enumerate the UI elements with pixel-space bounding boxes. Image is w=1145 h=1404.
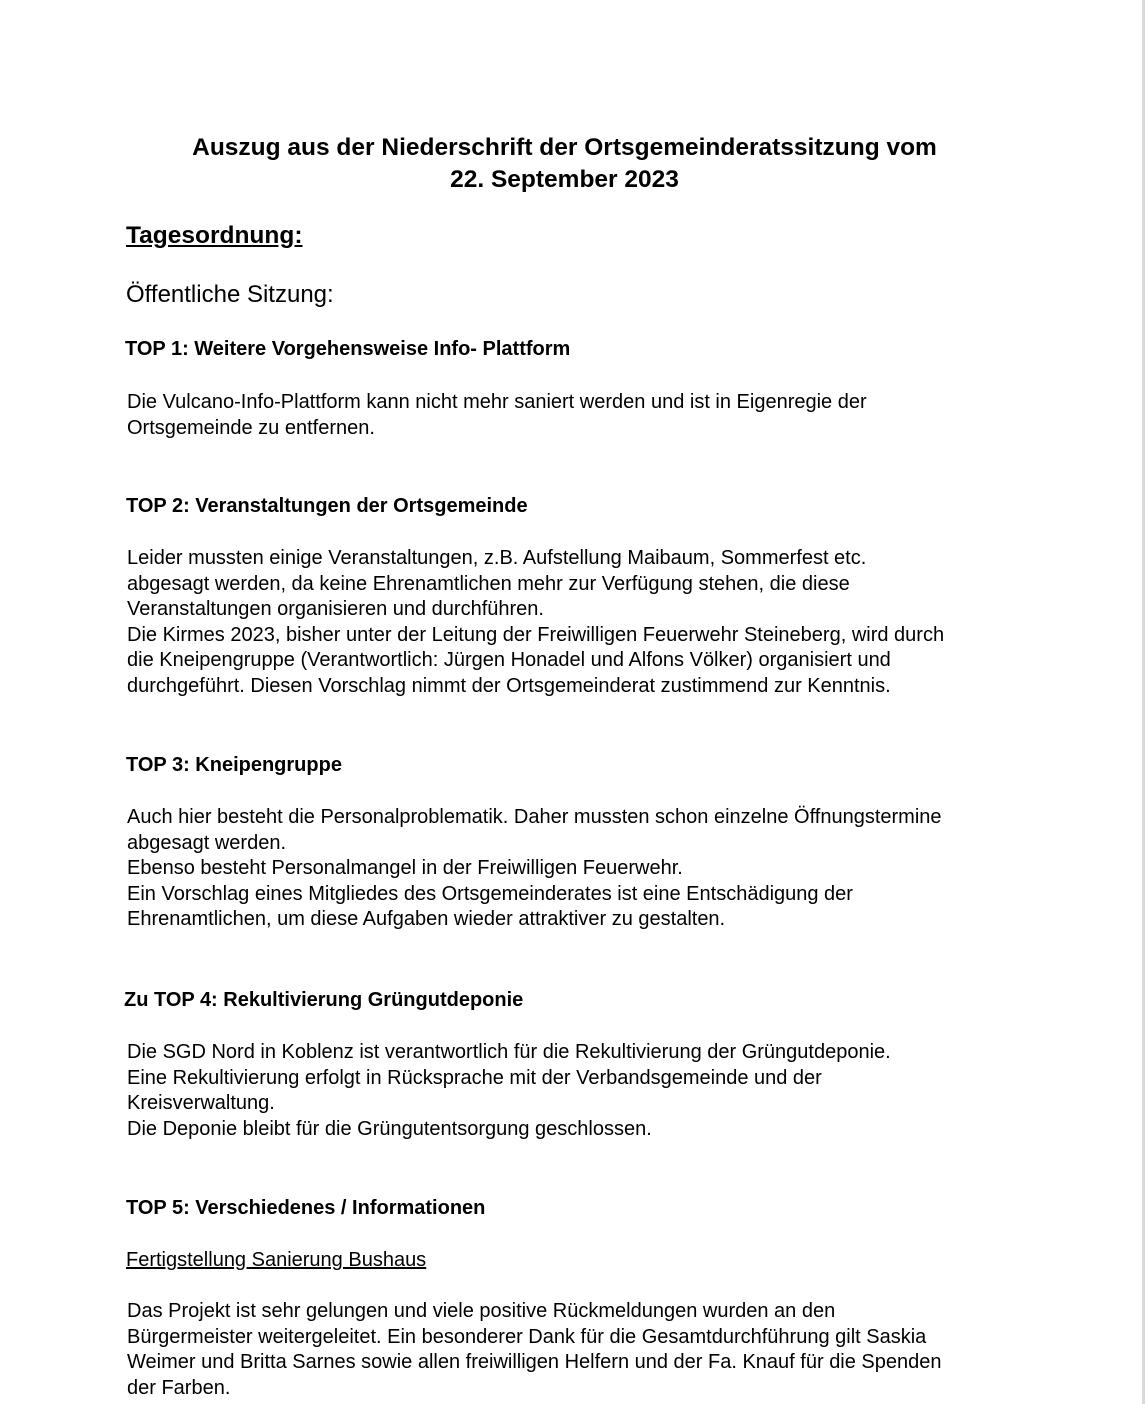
body-line: Die Kirmes 2023, bisher unter der Leitung der Freiwilligen Feuerwehr Steineberg, wird durch xyxy=(127,623,945,646)
body-line: der Farben. xyxy=(127,1376,231,1399)
section-body-top4 xyxy=(127,1040,1027,1142)
body-line: Auch hier besteht die Personalproblematik. Daher mussten schon einzelne Öffnungstermine xyxy=(127,806,942,828)
title-line: 22. September 2023 xyxy=(450,166,679,193)
body-line: Bürgermeister weitergeleitet. Ein besonderer Dank für die Gesamtdurchführung gilt Saskia xyxy=(127,1325,927,1348)
body-line: Ein Vorschlag eines Mitgliedes des Ortsgemeinderates ist eine Entschädigung der xyxy=(127,882,853,905)
section-body-top2 xyxy=(127,546,1027,700)
public-session-label: Öffentliche Sitzung: xyxy=(126,281,334,308)
subsection-heading-bushaus: Fertigstellung Sanierung Bushaus xyxy=(126,1249,427,1271)
body-line: Eine Rekultivierung erfolgt in Rücksprache mit der Verbandsgemeinde und der xyxy=(127,1066,822,1089)
section-heading-top4: Zu TOP 4: Rekultivierung Grüngutdeponie xyxy=(124,989,524,1011)
body-line: Das Projekt ist sehr gelungen und viele positive Rückmeldungen wurden an den xyxy=(127,1300,836,1322)
body-line: Ehrenamtlichen, um diese Aufgaben wieder attraktiver zu gestalten. xyxy=(127,908,726,931)
section-heading-top1: TOP 1: Weitere Vorgehensweise Info- Plattform xyxy=(125,338,571,360)
section-heading-top2: TOP 2: Veranstaltungen der Ortsgemeinde xyxy=(126,495,528,517)
section-heading-top3: TOP 3: Kneipengruppe xyxy=(126,754,342,776)
body-line: durchgeführt. Diesen Vorschlag nimmt der Ortsgemeinderat zustimmend zur Kenntnis. xyxy=(127,674,891,697)
body-line: abgesagt werden, da keine Ehrenamtlichen mehr zur Verfügung stehen, die diese xyxy=(127,572,850,595)
section-body-top3 xyxy=(127,805,1027,933)
body-line: Veranstaltungen organisieren und durchführen. xyxy=(127,598,544,621)
body-line: Die Deponie bleibt für die Grüngutentsorgung geschlossen. xyxy=(127,1117,652,1140)
section-body-top1 xyxy=(127,390,1027,441)
body-line: Leider mussten einige Veranstaltungen, z.B. Aufstellung Maibaum, Sommerfest etc. xyxy=(127,547,867,569)
document-title xyxy=(0,132,1129,196)
body-line: Die Vulcano-Info-Plattform kann nicht mehr saniert werden und ist in Eigenregie der xyxy=(127,391,867,413)
section-heading-top5: TOP 5: Verschiedenes / Informationen xyxy=(126,1197,486,1219)
body-line: Ebenso besteht Personalmangel in der Freiwilligen Feuerwehr. xyxy=(127,857,683,880)
section-body-top5 xyxy=(127,1299,1027,1401)
body-line: abgesagt werden. xyxy=(127,831,287,854)
body-line: die Kneipengruppe (Verantwortlich: Jürgen Honadel und Alfons Völker) organisiert und xyxy=(127,649,891,672)
body-line: Kreisverwaltung. xyxy=(127,1092,275,1115)
agenda-heading: Tagesordnung: xyxy=(126,222,303,249)
body-line: Die SGD Nord in Koblenz ist verantwortlich für die Rekultivierung der Grüngutdeponie. xyxy=(127,1041,891,1063)
title-line: Auszug aus der Niederschrift der Ortsgemeinderatssitzung vom xyxy=(192,134,937,161)
body-line: Weimer und Britta Sarnes sowie allen freiwilligen Helfern und der Fa. Knauf für die Spenden xyxy=(127,1351,942,1374)
body-line: Ortsgemeinde zu entfernen. xyxy=(127,416,375,439)
